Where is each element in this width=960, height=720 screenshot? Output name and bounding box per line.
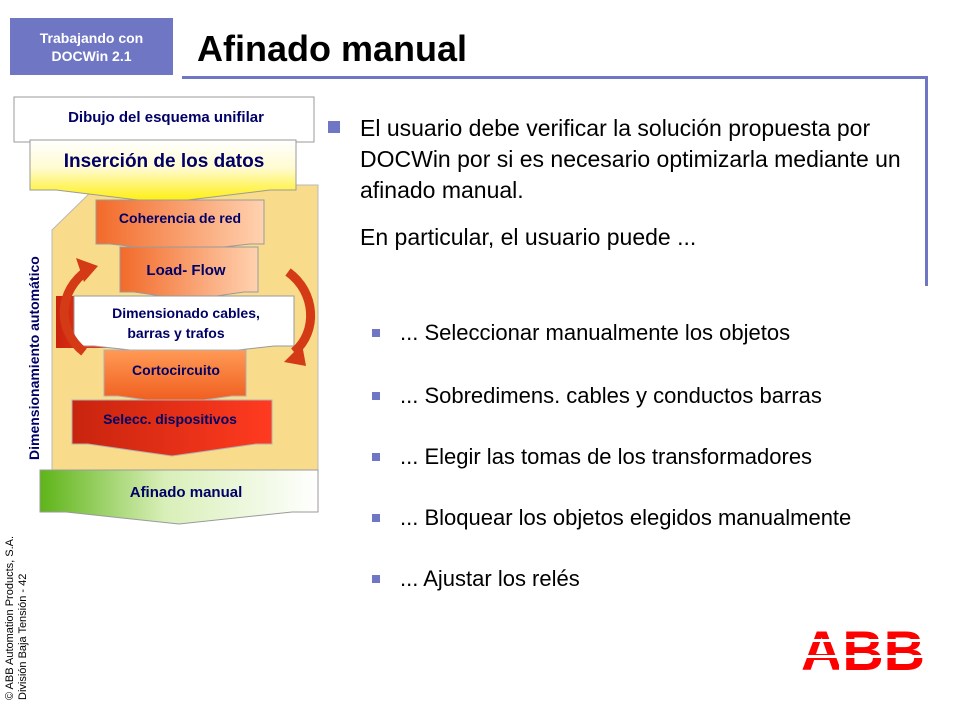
step-short-circuit-label: Cortocircuito bbox=[132, 362, 220, 378]
step-cable-sizing-label-1: Dimensionado cables, bbox=[112, 305, 260, 321]
step-network-coherence-label: Coherencia de red bbox=[118, 210, 242, 226]
list-item bbox=[372, 566, 580, 592]
list-bullet bbox=[372, 329, 380, 337]
list-bullet bbox=[372, 575, 380, 583]
page-title: Afinado manual bbox=[197, 28, 468, 69]
step-manual-tuning-label: Afinado manual bbox=[129, 484, 243, 501]
paragraph-bullet bbox=[328, 121, 340, 133]
list-item-text: ... Elegir las tomas de los transformadores bbox=[400, 444, 813, 469]
badge-line-2: DOCWin 2.1 bbox=[51, 47, 132, 64]
process-diagram bbox=[0, 0, 340, 530]
list-item bbox=[372, 383, 822, 409]
title-divider-vertical bbox=[925, 76, 928, 286]
copyright-line-2: División Baja Tensión - 42 bbox=[17, 573, 29, 700]
step-network-coherence bbox=[96, 200, 264, 252]
abb-logo bbox=[800, 624, 926, 674]
step-load-flow-label: Load- Flow bbox=[146, 262, 226, 279]
intro-paragraph: El usuario debe verificar la solución propuesta por DOCWin por si es necesario optimizarla mediante un afinado manual. bbox=[360, 115, 901, 203]
list-item-text: ... Seleccionar manualmente los objetos bbox=[400, 320, 791, 345]
copyright-notice bbox=[4, 536, 30, 700]
automatic-sizing-label: Dimensionamiento automático bbox=[26, 256, 42, 460]
step-single-line-drawing-label: Dibujo del esquema unifilar bbox=[68, 109, 264, 126]
list-item bbox=[372, 444, 812, 470]
step-cable-sizing-label-2: barras y trafos bbox=[127, 325, 225, 341]
copyright-line-1: © ABB Automation Products, S.A. bbox=[4, 535, 16, 700]
list-item-text: ... Sobredimens. cables y conductos barras bbox=[400, 383, 822, 408]
list-item-text: ... Bloquear los objetos elegidos manualmente bbox=[400, 505, 852, 530]
list-item bbox=[372, 505, 851, 531]
list-item-text: ... Ajustar los relés bbox=[400, 566, 580, 591]
intro-subheading: En particular, el usuario puede ... bbox=[360, 224, 697, 250]
list-bullet bbox=[372, 514, 380, 522]
badge-line-1: Trabajando con bbox=[39, 29, 144, 46]
step-data-entry-label: Inserción de los datos bbox=[63, 151, 265, 172]
list-bullet bbox=[372, 392, 380, 400]
list-bullet bbox=[372, 453, 380, 461]
list-item bbox=[372, 320, 790, 346]
step-device-selection-label: Selecc. dispositivos bbox=[103, 411, 237, 427]
